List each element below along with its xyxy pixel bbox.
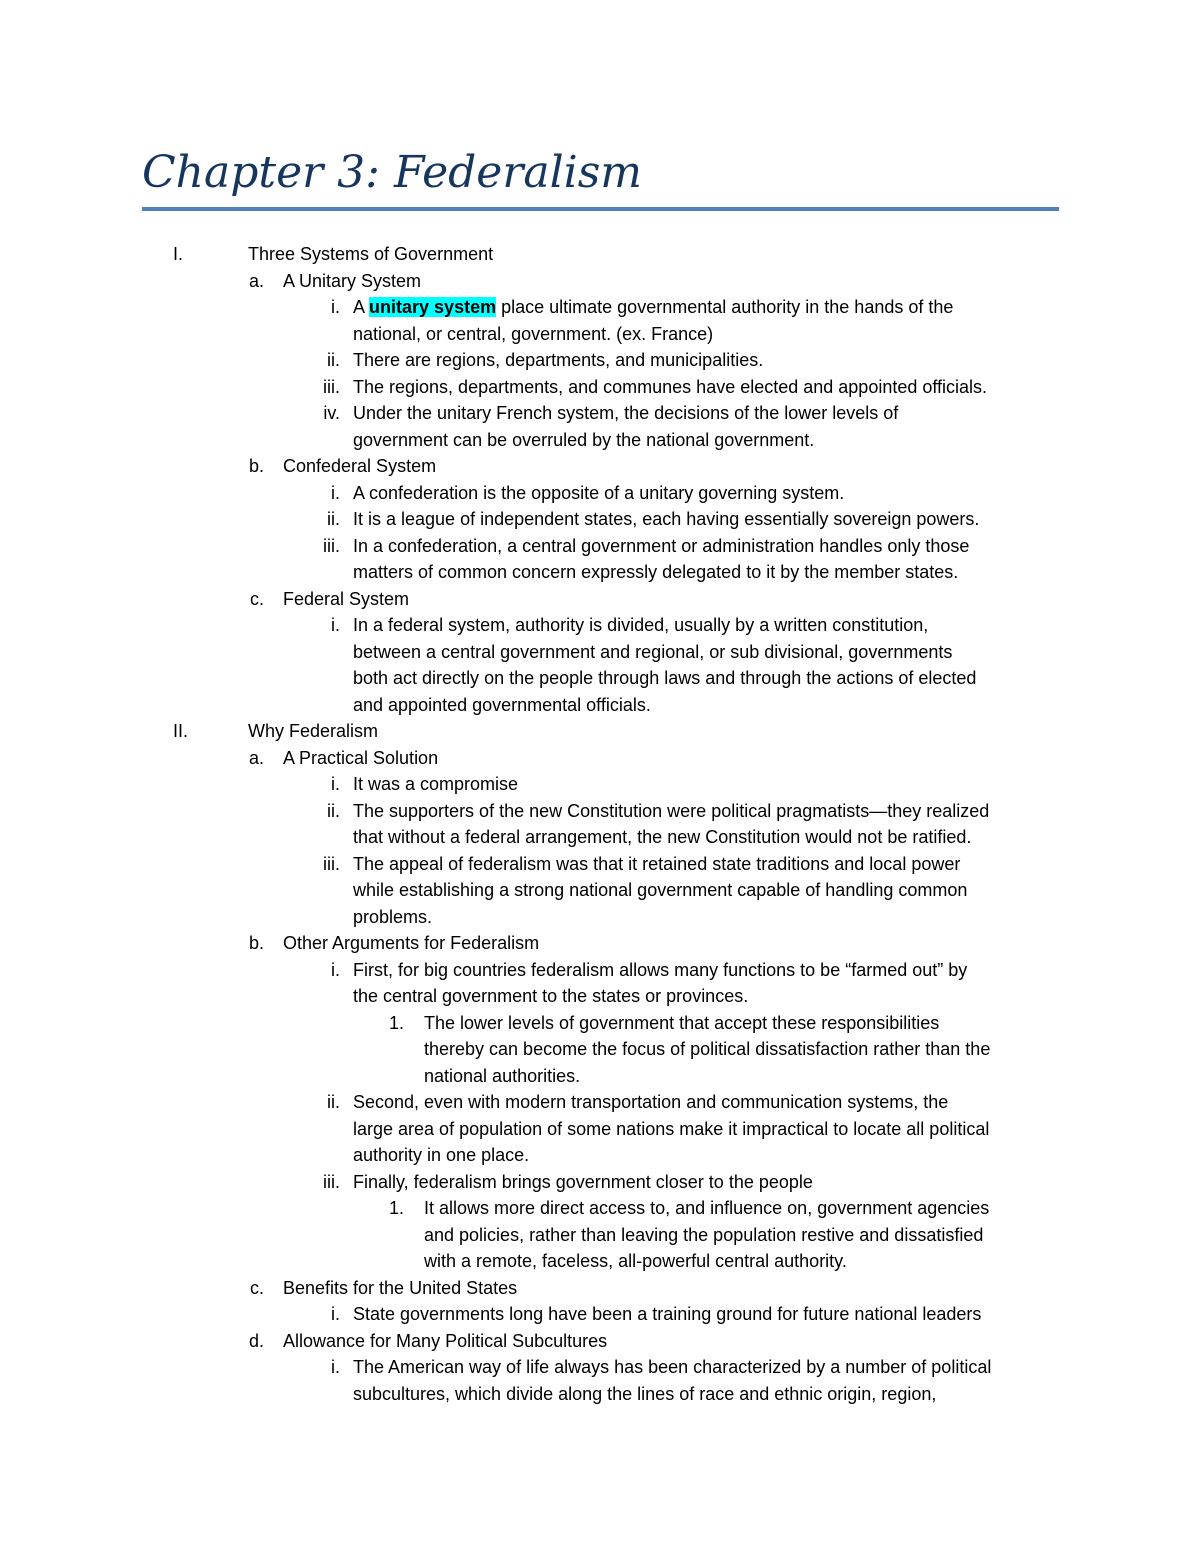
outline-item-text: Finally, federalism brings government closer to the people: [353, 1171, 813, 1192]
outline-item-continuation: [0, 639, 1200, 666]
outline-subitem-continuation: [0, 1222, 1200, 1249]
outline-marker: iii.: [323, 853, 340, 874]
outline-subheading-text: Confederal System: [283, 456, 437, 476]
outline-item-continuation: [0, 877, 1200, 904]
outline-item-continuation: [0, 1142, 1200, 1169]
outline-item-text: government can be overruled by the national government.: [353, 429, 815, 450]
outline-item-text: large area of population of some nations make it impractical to locate all political: [353, 1118, 990, 1139]
outline-item-text: matters of common concern expressly delegated to it by the member states.: [353, 562, 959, 582]
outline-item-text: while establishing a strong national government capable of handling common: [353, 880, 968, 900]
outline-marker: i.: [331, 959, 340, 980]
highlighted-term: unitary system: [369, 297, 497, 317]
outline-item-continuation: [0, 824, 1200, 851]
outline-item-text: and appointed governmental officials.: [353, 694, 651, 715]
outline-item-text: The appeal of federalism was that it retained state traditions and local power: [353, 853, 961, 874]
outline-item: [0, 612, 1200, 639]
outline-marker: II.: [173, 721, 189, 741]
outline-marker: 1.: [388, 1012, 404, 1033]
outline-subitem-text: It allows more direct access to, and influence on, government agencies: [424, 1198, 990, 1218]
outline-subheading: [0, 745, 1200, 772]
outline: [0, 241, 1200, 1407]
outline-item: [0, 294, 1200, 321]
outline-item-continuation: [0, 427, 1200, 454]
outline-marker: I.: [173, 244, 184, 264]
outline-subitem-continuation: [0, 1248, 1200, 1275]
outline-marker: ii.: [327, 350, 340, 370]
outline-heading-1: [0, 241, 1200, 268]
outline-item-text: the central government to the states or provinces.: [353, 986, 749, 1006]
outline-marker: c.: [249, 1277, 264, 1298]
outline-item-continuation: [0, 983, 1200, 1010]
outline-marker: i.: [331, 297, 340, 317]
outline-subitem-continuation: [0, 1036, 1200, 1063]
outline-item: [0, 347, 1200, 374]
outline-subitem-text: with a remote, faceless, all-powerful central authority.: [424, 1251, 847, 1271]
outline-subitem: [0, 1010, 1200, 1037]
outline-subitem: [0, 1195, 1200, 1222]
outline-subheading: [0, 453, 1200, 480]
outline-marker: i.: [331, 774, 340, 794]
text-fragment: A: [353, 297, 365, 317]
outline-item: [0, 1169, 1200, 1196]
outline-item-text: problems.: [353, 906, 433, 927]
outline-item-text: In a confederation, a central government or administration handles only those: [353, 535, 970, 556]
outline-item: [0, 851, 1200, 878]
outline-marker: iii.: [323, 376, 340, 397]
outline-marker: b.: [248, 933, 264, 953]
outline-subheading: [0, 1275, 1200, 1302]
outline-item: [0, 798, 1200, 825]
outline-subheading: [0, 268, 1200, 295]
outline-heading-text: Three Systems of Government: [248, 244, 494, 264]
outline-item: [0, 480, 1200, 507]
outline-subitem-text: and policies, rather than leaving the population restive and dissatisfied: [424, 1224, 984, 1245]
outline-item-continuation: [0, 665, 1200, 692]
outline-marker: c.: [249, 588, 264, 609]
outline-marker: iii.: [323, 1171, 340, 1192]
outline-item-text: authority in one place.: [353, 1145, 530, 1165]
outline-item-text: The American way of life always has been characterized by a number of political: [353, 1357, 992, 1377]
outline-item: [0, 771, 1200, 798]
outline-item-text: between a central government and regional, or sub divisional, governments: [353, 641, 953, 662]
outline-item-text: both act directly on the people through laws and through the actions of elected: [353, 668, 977, 688]
outline-item-text: In a federal system, authority is divided, usually by a written constitution,: [353, 615, 929, 635]
outline-item-continuation: [0, 692, 1200, 719]
text-fragment: place ultimate governmental authority in the hands of the: [501, 297, 954, 317]
outline-subheading-text: A Practical Solution: [283, 747, 439, 768]
outline-subheading-text: A Unitary System: [283, 270, 422, 291]
outline-item-text: There are regions, departments, and municipalities.: [353, 350, 764, 370]
outline-item-text: First, for big countries federalism allows many functions to be “farmed out” by: [353, 959, 968, 980]
outline-item: [0, 1354, 1200, 1381]
page-title: Chapter 3: Federalism: [142, 147, 643, 198]
outline-subitem-text: thereby can become the focus of political dissatisfaction rather than the: [424, 1039, 991, 1059]
outline-item-text: It was a compromise: [353, 774, 519, 794]
outline-item-text: The supporters of the new Constitution were political pragmatists—they realized: [353, 800, 990, 821]
outline-heading-2: [0, 718, 1200, 745]
outline-marker: a.: [248, 270, 264, 291]
outline-subitem-text: The lower levels of government that accept these responsibilities: [424, 1012, 940, 1033]
outline-item-text: It is a league of independent states, each having essentially sovereign powers.: [353, 509, 980, 529]
outline-item-text: [353, 294, 953, 321]
outline-item: [0, 533, 1200, 560]
outline-item-text: The regions, departments, and communes have elected and appointed officials.: [353, 376, 988, 397]
outline-item-text: State governments long have been a training ground for future national leaders: [353, 1304, 982, 1324]
outline-subheading-text: Other Arguments for Federalism: [283, 933, 540, 953]
outline-subheading: [0, 1328, 1200, 1355]
outline-marker: i.: [331, 1357, 340, 1377]
outline-marker: i.: [331, 615, 340, 635]
outline-marker: d.: [248, 1330, 264, 1351]
outline-item-continuation: [0, 904, 1200, 931]
outline-subheading-text: Allowance for Many Political Subcultures: [283, 1330, 608, 1351]
outline-item: [0, 1301, 1200, 1328]
outline-marker: ii.: [327, 1092, 340, 1112]
outline-marker: a.: [248, 747, 264, 768]
outline-marker: ii.: [327, 800, 340, 821]
outline-item-text: subcultures, which divide along the lines of race and ethnic origin, region,: [353, 1383, 937, 1404]
outline-item: [0, 957, 1200, 984]
outline-item-text: that without a federal arrangement, the new Constitution would not be ratified.: [353, 827, 972, 847]
outline-marker: i.: [331, 482, 340, 503]
outline-marker: ii.: [327, 509, 340, 529]
outline-item-text: A confederation is the opposite of a unitary governing system.: [353, 482, 845, 503]
outline-item-continuation: [0, 321, 1200, 348]
outline-marker: i.: [331, 1304, 340, 1324]
outline-marker: iv.: [323, 403, 340, 423]
outline-subheading-text: Benefits for the United States: [283, 1277, 518, 1298]
outline-subitem-continuation: [0, 1063, 1200, 1090]
outline-item-continuation: [0, 1116, 1200, 1143]
outline-item-continuation: [0, 559, 1200, 586]
outline-item: [0, 374, 1200, 401]
outline-subheading: [0, 930, 1200, 957]
outline-item-text: national, or central, government. (ex. France): [353, 323, 714, 344]
outline-item: [0, 506, 1200, 533]
outline-item-text: Second, even with modern transportation and communication systems, the: [353, 1092, 949, 1112]
outline-marker: 1.: [388, 1198, 404, 1218]
outline-heading-text: Why Federalism: [248, 721, 379, 741]
outline-subheading-text: Federal System: [283, 588, 410, 609]
outline-subheading: [0, 586, 1200, 613]
outline-item-text: Under the unitary French system, the decisions of the lower levels of: [353, 403, 899, 423]
outline-subitem-text: national authorities.: [424, 1065, 581, 1086]
outline-marker: iii.: [323, 535, 340, 556]
outline-marker: b.: [248, 456, 264, 476]
outline-item: [0, 1089, 1200, 1116]
outline-item: [0, 400, 1200, 427]
outline-item-continuation: [0, 1381, 1200, 1408]
title-underline-rule: [142, 207, 1059, 211]
